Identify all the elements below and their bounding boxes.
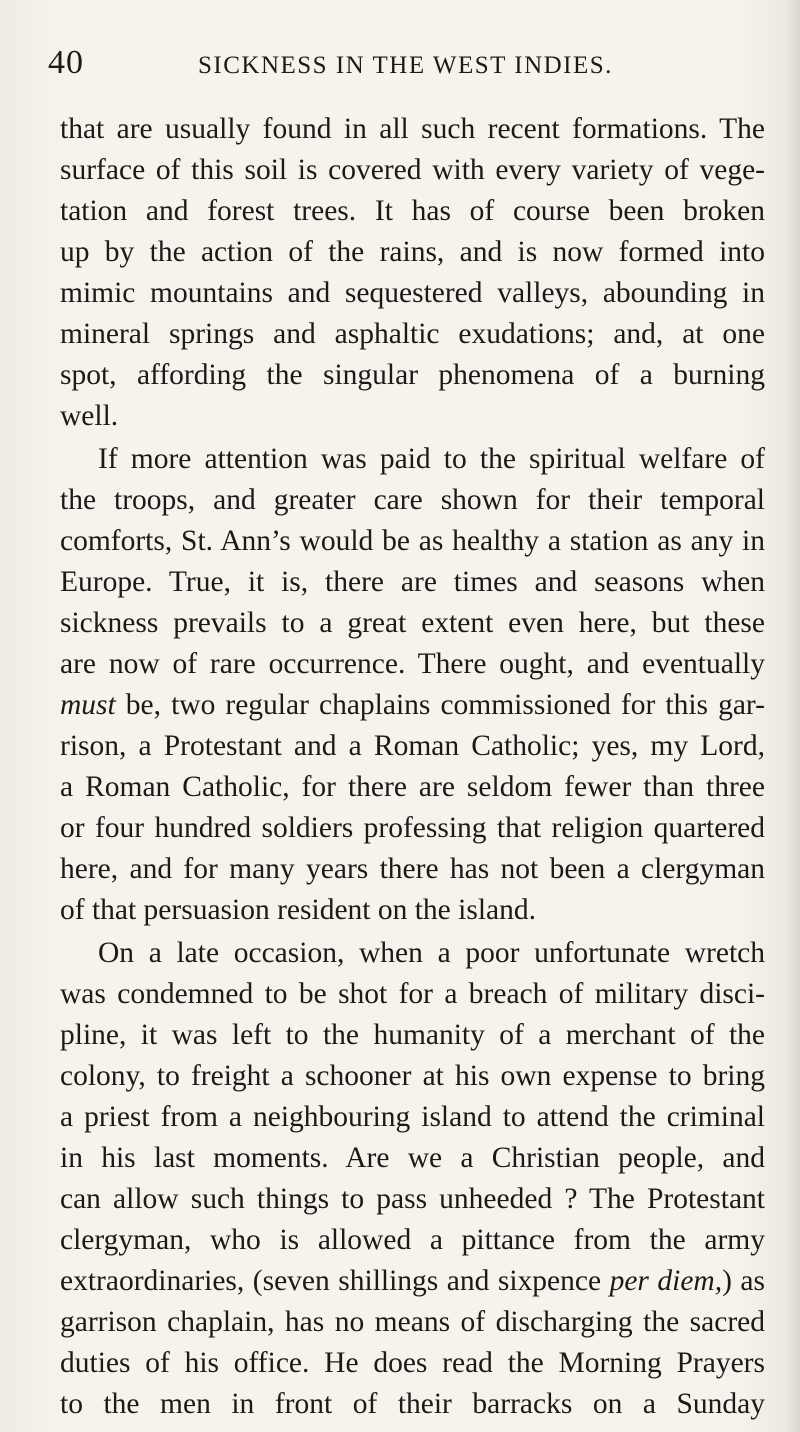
text-line: clergyman, who is allowed a pittance from the army xyxy=(60,1224,765,1256)
text-line: was condemned to be shot for a breach of military disci- xyxy=(60,978,765,1010)
text-line: sickness prevails to a great extent even here, but these xyxy=(60,607,765,639)
text-line: can allow such things to pass unheeded ? The Protestant xyxy=(60,1183,765,1215)
text-line: If more attention was paid to the spiritual welfare of xyxy=(98,443,765,475)
text-line: up by the action of the rains, and is now formed into xyxy=(60,236,765,268)
page-edge-shadow xyxy=(786,0,800,1432)
text-line: spot, affording the singular phenomena of a burning xyxy=(60,359,765,391)
text-span: extraordinaries, (seven shillings and sixpence xyxy=(60,1265,610,1297)
running-head: SICKNESS IN THE WEST INDIES. xyxy=(198,52,613,79)
text-line: a priest from a neighbouring island to attend the criminal xyxy=(60,1101,765,1133)
page-header xyxy=(48,44,768,88)
text-line: colony, to freight a schooner at his own expense to bring xyxy=(60,1060,765,1092)
text-line xyxy=(60,684,765,726)
italic-text: per diem, xyxy=(609,1265,723,1297)
text-line: comforts, St. Ann’s would be as healthy a station as any in xyxy=(60,525,765,557)
text-line: garrison chaplain, has no means of discharging the sacred xyxy=(60,1306,765,1338)
text-line: mineral springs and asphaltic exudations; and, at one xyxy=(60,318,765,350)
text-line: here, and for many years there has not been a clergyman xyxy=(60,853,765,885)
text-line: mimic mountains and sequestered valleys, abounding in xyxy=(60,277,765,309)
text-line: tation and forest trees. It has of course been broken xyxy=(60,195,765,227)
text-line: well. xyxy=(60,400,119,432)
text-line: On a late occasion, when a poor unfortunate wretch xyxy=(98,937,765,969)
text-line: that are usually found in all such recent formations. The xyxy=(60,113,765,145)
italic-text: must xyxy=(60,689,116,721)
text-line: the troops, and greater care shown for their temporal xyxy=(60,484,765,516)
text-line: duties of his office. He does read the Morning Prayers xyxy=(60,1347,765,1379)
text-line: surface of this soil is covered with every variety of vege- xyxy=(60,154,765,186)
text-line: of that persuasion resident on the island. xyxy=(60,894,536,926)
text-span: ) as xyxy=(722,1265,766,1297)
page-number: 40 xyxy=(48,44,84,81)
text-line: or four hundred soldiers professing that religion quartered xyxy=(60,812,765,844)
text-line xyxy=(60,1260,765,1302)
text-line: are now of rare occurrence. There ought, and eventually xyxy=(60,648,765,680)
text-line: Europe. True, it is, there are times and seasons when xyxy=(60,566,765,598)
text-span: be, two regular chaplains commissioned for this gar- xyxy=(115,689,765,721)
text-line: to the men in front of their barracks on a Sunday xyxy=(60,1388,765,1420)
text-line: rison, a Protestant and a Roman Catholic; yes, my Lord, xyxy=(60,730,765,762)
text-line: pline, it was left to the humanity of a merchant of the xyxy=(60,1019,765,1051)
text-line: in his last moments. Are we a Christian people, and xyxy=(60,1142,765,1174)
text-line: a Roman Catholic, for there are seldom fewer than three xyxy=(60,771,765,803)
